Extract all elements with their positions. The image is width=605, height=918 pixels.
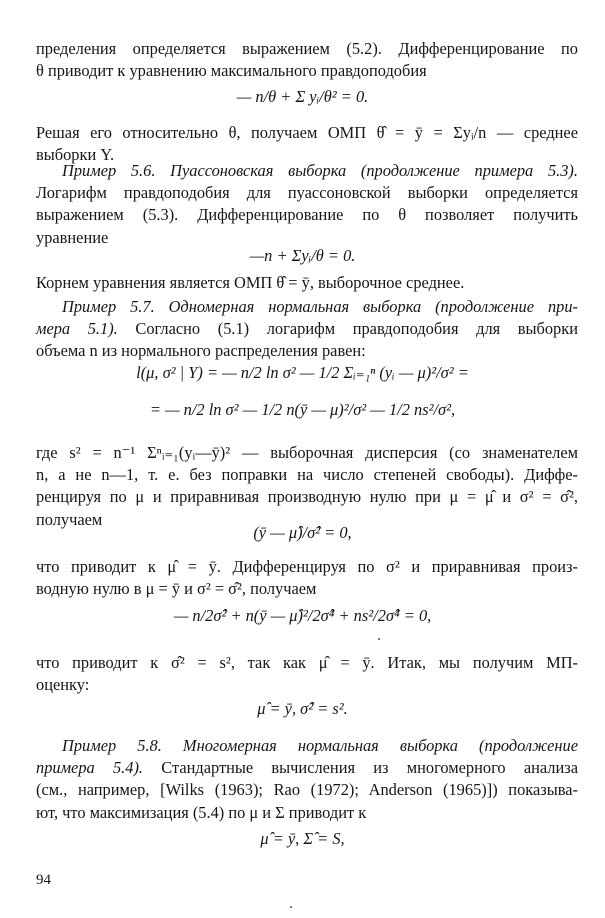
text-line: выборки Y.	[36, 145, 115, 165]
equation-poisson-root: —n + Σyᵢ/θ = 0.	[249, 246, 356, 265]
paragraph-sample-variance	[36, 442, 578, 531]
equation-multivariate-mle: μ̂ = ȳ, Σ̂ = S,	[260, 829, 345, 848]
equation-ml-estimates: μ̂ = ȳ, σ̂² = s².	[257, 699, 348, 718]
paragraph-sigma-derivative	[36, 556, 578, 600]
paragraph-derivation-intro	[36, 38, 578, 82]
paragraph-example-5-7	[36, 296, 578, 363]
text-line: что приводит к μ̂ = ȳ. Дифференцируя по σ² и приравнивая произ-	[36, 557, 578, 576]
text-line: получаем	[36, 509, 103, 529]
example-title: Пример 5.7. Одномерная нормальная выборка (продолжение при-	[62, 297, 578, 316]
example-title: Пример 5.8. Многомерная нормальная выборка (продолжение	[62, 736, 578, 755]
text-line: n, а не n—1, т. е. без поправки на число степеней свободы). Диффе-	[36, 465, 578, 485]
text-line	[36, 318, 578, 340]
equation-normal-loglik-b: = — n/2 ln σ² — 1/2 n(ȳ — μ)²/σ² — 1/2 ns²/σ²,	[149, 400, 456, 419]
equation-poisson-score: — n/θ + Σ yᵢ/θ² = 0.	[236, 87, 369, 106]
equation-sigma-score: — n/2σ̂² + n(ȳ — μ̂)²/2σ̂⁴ + ns²/2σ̂⁴ = 0,	[173, 606, 432, 625]
text-line: выражением (5.3). Дифференцирование по θ позволяет получить	[36, 205, 578, 225]
paragraph-ml-estimate	[36, 652, 578, 696]
text-fragment: Согласно (5.1) логарифм правдоподобия для выборки	[117, 319, 578, 339]
text-line: где s² = n⁻¹ Σⁿᵢ₌₁(yᵢ—ȳ)² — выборочная дисперсия (со знаменателем	[36, 443, 578, 462]
equation-mu-derivative: (ȳ — μ̂)/σ̂² = 0,	[253, 523, 352, 542]
text-line: что приводит к σ̂² = s², так как μ̂ = ȳ. Итак, мы получим МП-	[36, 653, 578, 672]
example-title-cont: примера 5.4).	[36, 758, 143, 778]
text-line: объема n из нормального распределения равен:	[36, 341, 366, 361]
example-title-cont: мера 5.1).	[36, 319, 118, 339]
paragraph-mle-root	[36, 272, 578, 294]
text-line: (см., например, [Wilks (1963); Rao (1972); Anderson (1965)]) показыва-	[36, 780, 578, 800]
speck	[290, 906, 292, 908]
example-title: Пример 5.6. Пуассоновская выборка (продолжение примера 5.3).	[62, 161, 578, 180]
text-line: θ приводит к уравнению максимального правдоподобия	[36, 61, 427, 81]
text-fragment: Стандартные вычисления из многомерного анализа	[143, 758, 578, 778]
text-line: Логарифм правдоподобия для пуассоновской выборки определяется	[36, 183, 578, 203]
text-line: ренцируя по μ и приравнивая производную нулю при μ = μ̂ и σ² = σ̂²,	[36, 487, 578, 507]
text-line: оценку:	[36, 675, 90, 695]
speck	[378, 638, 380, 640]
text-line	[36, 757, 578, 779]
paragraph-example-5-6	[36, 160, 578, 249]
paragraph-example-5-8	[36, 735, 578, 824]
text-line: Корнем уравнения является ОМП θ̂ = ȳ, выборочное среднее.	[36, 273, 465, 292]
equation-normal-loglik-a: l(μ, σ² | Y) = — n/2 ln σ² — 1/2 Σᵢ₌₁ⁿ (yᵢ — μ)²/σ² =	[136, 363, 469, 382]
text-line: Решая его относительно θ, получаем ОМП θ̂ = ȳ = Σyᵢ/n — среднее	[36, 123, 578, 142]
page-number: 94	[36, 872, 51, 888]
text-line: водную нулю в μ = ȳ и σ² = σ̂², получаем	[36, 579, 317, 599]
text-line: уравнение	[36, 227, 109, 247]
text-line: пределения определяется выражением (5.2). Дифференцирование по	[36, 39, 578, 58]
text-line: ют, что максимизация (5.4) по μ и Σ приводит к	[36, 802, 367, 822]
